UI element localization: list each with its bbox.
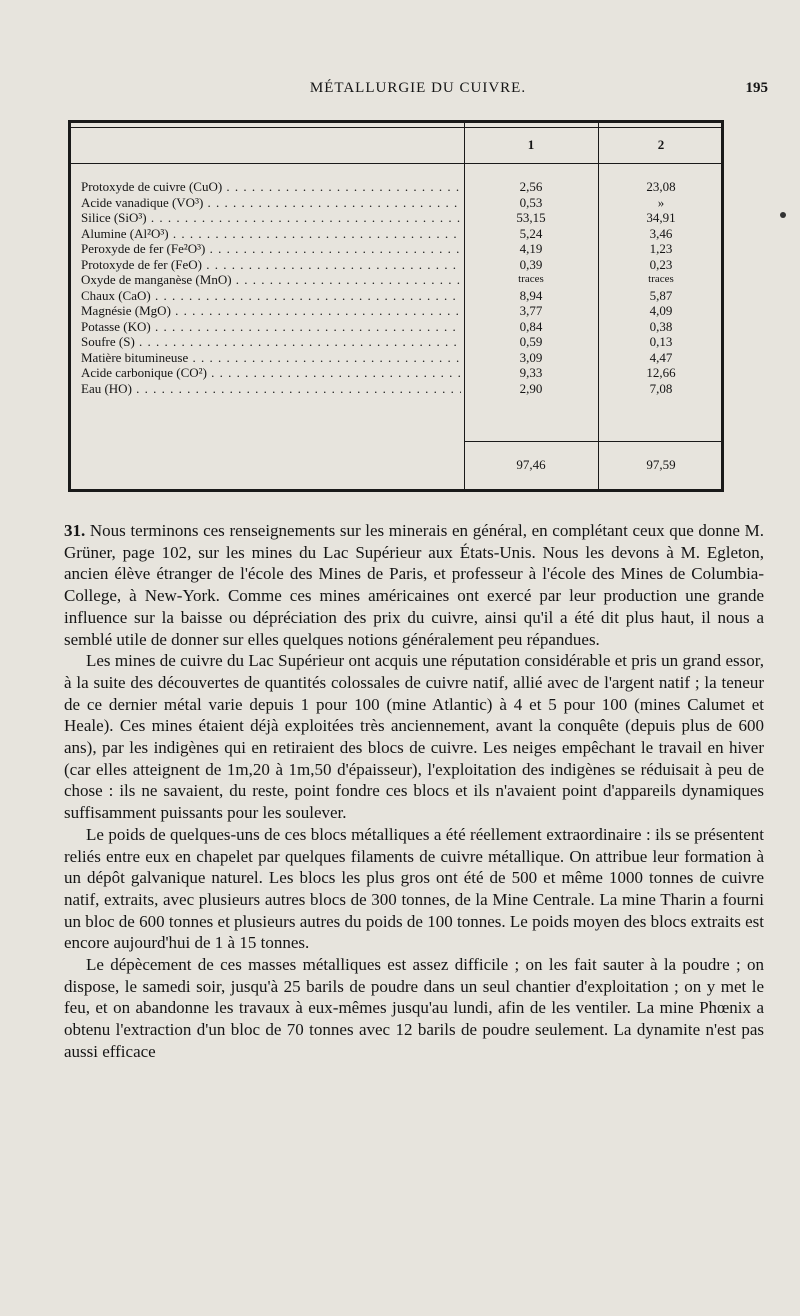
total-column-1: 97,46 [516, 457, 546, 472]
row-label: Protoxyde de cuivre (CuO) . . . [81, 179, 461, 195]
row-value-2: 4,47 [649, 349, 673, 365]
row-value-1: 0,59 [519, 334, 543, 349]
row-value-2: 34,91 [646, 210, 676, 225]
row-label: Soufre (S) . . . [81, 334, 461, 350]
row-value-1: 4,19 [519, 241, 543, 256]
row-value-2: 3,46 [649, 225, 673, 241]
row-label: Silice (SiO³) . . . [81, 210, 461, 226]
row-label: Potasse (KO) . . . [81, 319, 461, 335]
margin-dot [780, 212, 786, 218]
row-value-2: 23,08 [646, 179, 676, 194]
row-label: Acide vanadique (VO³) . . . [81, 195, 461, 211]
table-row [81, 257, 721, 273]
total-divider [464, 441, 721, 442]
table-row [81, 350, 721, 366]
row-value-1: 9,33 [519, 365, 543, 380]
row-value-1: 0,84 [519, 318, 543, 334]
row-value-2: 0,13 [649, 334, 673, 349]
column-header-2: 2 [657, 137, 665, 152]
header-divider [71, 163, 721, 164]
page-number: 195 [745, 80, 768, 96]
paragraph [64, 520, 764, 650]
table-row [81, 288, 721, 304]
row-label: Chaux (CaO) . . . [81, 288, 461, 304]
table-row [81, 334, 721, 350]
row-value-2: traces [648, 273, 674, 285]
table-inner-border [71, 127, 721, 128]
table-row [81, 365, 721, 381]
row-value-1: 3,77 [519, 303, 543, 318]
row-value-1: 8,94 [519, 287, 543, 303]
row-label: Alumine (Al²O³) . . . [81, 226, 461, 242]
paragraph: Le poids de quelques-uns de ces blocs métalliques a été réellement extraordinaire : ils se présentent reliés entre eux en chapelet par quelques filaments de cuivre métallique. On attribue leur formation à un dépôt galvanique naturel. Les blocs les plus gros ont été de 500 et même 1000 tonnes de cuivre natif, extraits, avec plusieurs autres blocs de 300 tonnes, de la Mine Centrale. La mine Tharin a fourni un bloc de 600 tonnes et plusieurs autres du poids de 100 tonnes. Le poids moyen des blocs extraits est encore aujourd'hui de 1 à 15 tonnes. [64, 824, 764, 953]
body-text [64, 520, 764, 1063]
row-label: Matière bitumineuse . . . [81, 350, 461, 366]
row-value-1: 0,53 [519, 194, 543, 210]
row-value-2: 12,66 [646, 365, 676, 380]
table-row [81, 226, 721, 242]
paragraph-text: Nous terminons ces renseignements sur les minerais en général, en complétant ceux que donne M. Grüner, page 102, sur les mines du Lac Supérieur aux États-Unis. Nous les devons à M. Egleton, ancien élève étranger de l'école des Mines de Paris, et professeur à l'école des Mines de Columbia-College, à New-York. Comme ces mines américaines ont exercé par leur production une grande influence sur la baisse ou dépréciation des prix du cuivre, ainsi qu'il a été dit plus haut, il nous a semblé utile de donner sur elles quelques notions généralement peu répandues. [64, 521, 764, 649]
row-label: Peroxyde de fer (Fe²O³) . . . [81, 241, 461, 257]
running-head [68, 80, 768, 104]
paragraph: Le dépècement de ces masses métalliques est assez difficile ; on les fait sauter à la poudre ; on dispose, le samedi soir, jusqu'à 25 barils de poudre dans un seul chantier d'exploitation ; on y met le feu, et on abandonne les travaux à eux-mêmes jusqu'au lundi, afin de les ventiler. La mine Phœnix a obtenu l'extraction d'un bloc de 70 tonnes avec 12 barils de poudre seulement. La dynamite n'est pas aussi efficace [64, 955, 764, 1061]
row-value-1: 5,24 [519, 225, 543, 241]
running-title: MÉTALLURGIE DU CUIVRE. [309, 80, 527, 96]
row-value-1: traces [518, 273, 544, 285]
table-row [81, 303, 721, 319]
table-row [81, 179, 721, 195]
row-value-1: 53,15 [516, 210, 546, 225]
row-value-2: 7,08 [649, 380, 673, 396]
table-row [81, 319, 721, 335]
total-column-2: 97,59 [646, 457, 676, 472]
row-value-1: 3,09 [519, 349, 543, 365]
row-value-1: 2,90 [519, 380, 543, 396]
row-label: Protoxyde de fer (FeO) . . . [81, 257, 461, 273]
table-row [81, 381, 721, 397]
row-label: Magnésie (MgO) . . . [81, 303, 461, 319]
table-row [81, 241, 721, 257]
row-value-2: 4,09 [649, 303, 673, 318]
row-label: Oxyde de manganèse (MnO) . . . [81, 272, 461, 288]
row-value-2: 0,38 [649, 318, 673, 334]
row-label: Acide carbonique (CO²) . . . [81, 365, 461, 381]
paragraph: Les mines de cuivre du Lac Supérieur ont acquis une réputation considérable et pris un grand essor, à la suite des découvertes de quantités colossales de cuivre natif, allié avec de l'argent natif ; la teneur de ce dernier métal varie depuis 1 pour 100 (mine Atlantic) à 4 et 5 pour 100 (mines Calumet et Heale). Ces mines étaient déjà exploitées très anciennement, avant la conquête (depuis plus de 600 ans), par les indigènes qui en retiraient des blocs de cuivre. Les neiges empêchant le travail en hiver (car elles atteignent de 1m,20 à 1m,50 d'épaisseur), l'exploitation des indigènes se réduisait à peu de chose : ils ne savaient, du reste, point fondre ces blocs et ils n'avaient point d'appareils dynamiques suffisamment puissants pour les soulever. [64, 651, 764, 823]
row-value-2: 1,23 [649, 241, 673, 256]
row-label: Eau (HO) . . . [81, 381, 461, 397]
table-row [81, 272, 721, 288]
row-value-2: 0,23 [649, 256, 673, 272]
analysis-table [68, 120, 724, 492]
column-header-1: 1 [527, 137, 535, 152]
table-rows [81, 179, 721, 396]
table-row [81, 195, 721, 211]
row-value-2: 5,87 [649, 287, 673, 303]
row-value-1: 0,39 [519, 256, 543, 272]
row-value-1: 2,56 [519, 179, 543, 194]
table-row [81, 210, 721, 226]
row-value-2: » [657, 194, 665, 210]
section-number: 31. [64, 521, 86, 540]
